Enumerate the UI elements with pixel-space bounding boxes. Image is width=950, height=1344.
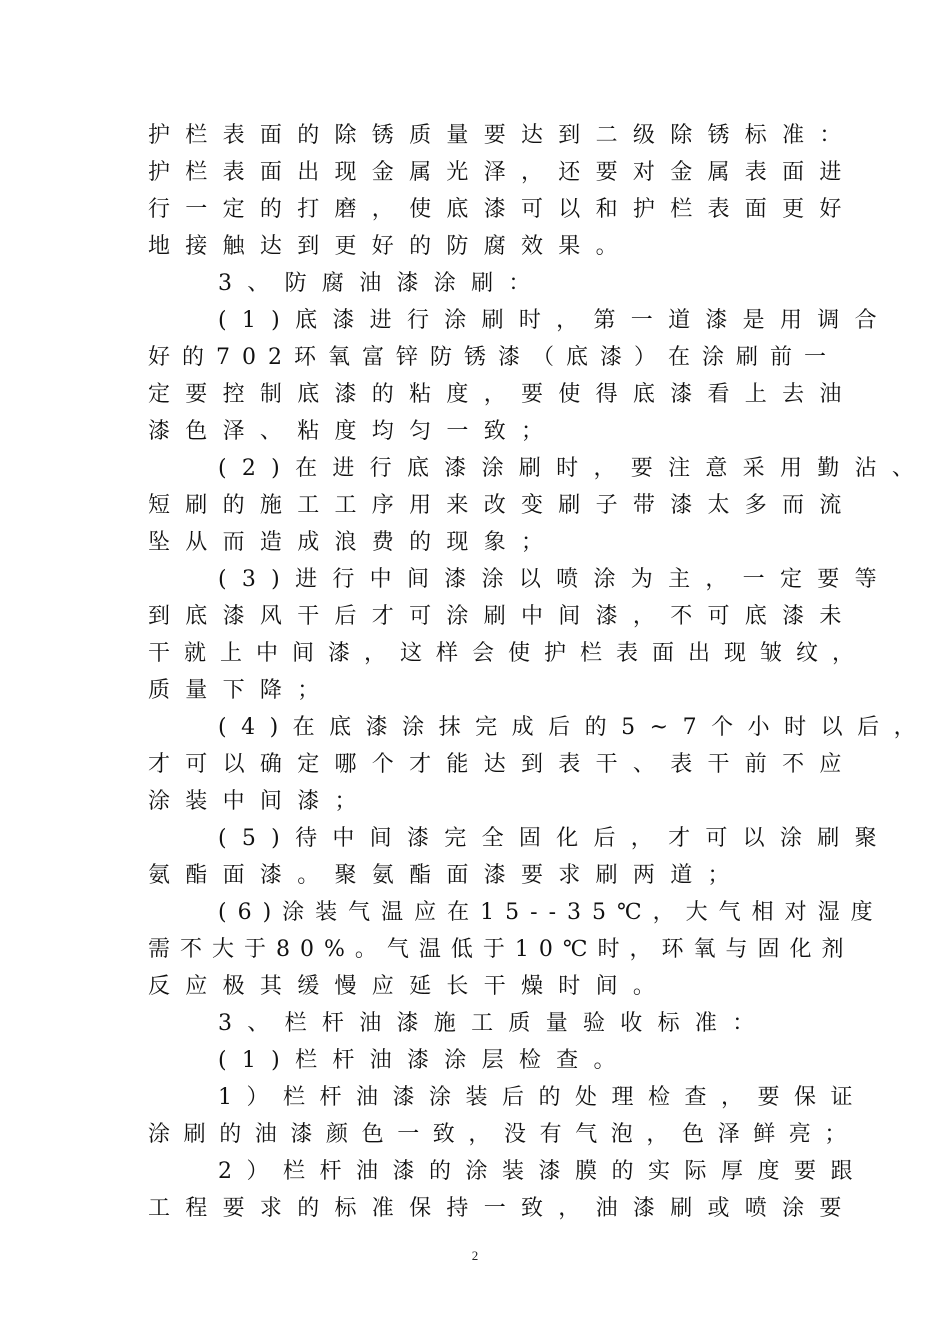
page-number: 2 [471,1248,479,1263]
text-line [0,747,950,783]
text-line [0,340,950,376]
text-line [0,377,950,413]
line-text: 坠从而造成浪费的现象； [148,530,559,555]
text-line [0,1191,950,1227]
line-text: 干就上中间漆，这样会使护栏表面出现皱纹， [148,641,869,666]
text-line [0,1080,950,1116]
section-heading [0,266,950,302]
line-text: 地接触达到更好的防腐效果。 [148,234,633,259]
text-line [0,303,950,339]
line-text: 护栏表面出现金属光泽，还要对金属表面进 [148,160,857,185]
line-text: (2)在进行底漆涂刷时，要注意采用勤沾、 [218,456,930,481]
text-line [0,784,950,820]
line-text: (5)待中间漆完全固化后，才可以涂刷聚 [218,826,892,851]
text-line [0,118,950,154]
text-line [0,821,950,857]
line-text: 2）栏杆油漆的涂装漆膜的实际厚度要跟 [218,1159,867,1184]
line-text: 涂装中间漆； [148,789,372,814]
line-text: 好的702环氧富锌防锈漆（底漆）在涂刷前一 [148,345,838,370]
line-text: 漆色泽、粘度均匀一致； [148,419,559,444]
text-line [0,673,950,709]
line-text: 工程要求的标准保持一致，油漆刷或喷涂要 [148,1196,857,1221]
text-line [0,858,950,894]
text-line [0,1117,950,1153]
line-text: 定要控制底漆的粘度，要使得底漆看上去油 [148,382,857,407]
text-line [0,969,950,1005]
line-text: 反应极其缓慢应延长干燥时间。 [148,974,671,999]
text-line [0,525,950,561]
section-heading [0,1006,950,1042]
text-line [0,451,950,487]
line-text: 涂刷的油漆颜色一致，没有气泡，色泽鲜亮； [148,1122,861,1147]
line-text: 短刷的施工工序用来改变刷子带漆太多而流 [148,493,857,518]
text-line [0,599,950,635]
text-line [0,192,950,228]
text-line [0,932,950,968]
line-text: (1)栏杆油漆涂层检查。 [218,1048,631,1073]
line-text: 氨酯面漆。聚氨酯面漆要求刷两道； [148,863,745,888]
text-line [0,710,950,746]
line-text: 需不大于80%。气温低于10℃时，环氧与固化剂 [148,937,854,962]
line-text: 3、栏杆油漆施工质量验收标准： [218,1011,770,1036]
text-line [0,414,950,450]
subsection-heading [0,1043,950,1079]
text-line [0,488,950,524]
text-line [0,1154,950,1190]
text-line [0,895,950,931]
text-line [0,155,950,191]
line-text: (4)在底漆涂抹完成后的5~7个小时以后， [218,715,931,740]
line-text: (6)涂装气温应在15--35℃，大气相对湿度 [218,900,884,925]
line-text: 1）栏杆油漆涂装后的处理检查，要保证 [218,1085,867,1110]
line-text: 护栏表面的除锈质量要达到二级除锈标准： [148,123,857,148]
line-text: 3、防腐油漆涂刷： [218,271,546,296]
text-line [0,636,950,672]
line-text: 质量下降； [148,678,335,703]
text-line [0,229,950,265]
line-text: (1)底漆进行涂刷时，第一道漆是用调合 [218,308,892,333]
text-line [0,562,950,598]
line-text: (3)进行中间漆涂以喷涂为主，一定要等 [218,567,892,592]
line-text: 才可以确定哪个才能达到表干、表干前不应 [148,752,857,777]
line-text: 行一定的打磨，使底漆可以和护栏表面更好 [148,197,857,222]
line-text: 到底漆风干后才可涂刷中间漆，不可底漆未 [148,604,857,629]
